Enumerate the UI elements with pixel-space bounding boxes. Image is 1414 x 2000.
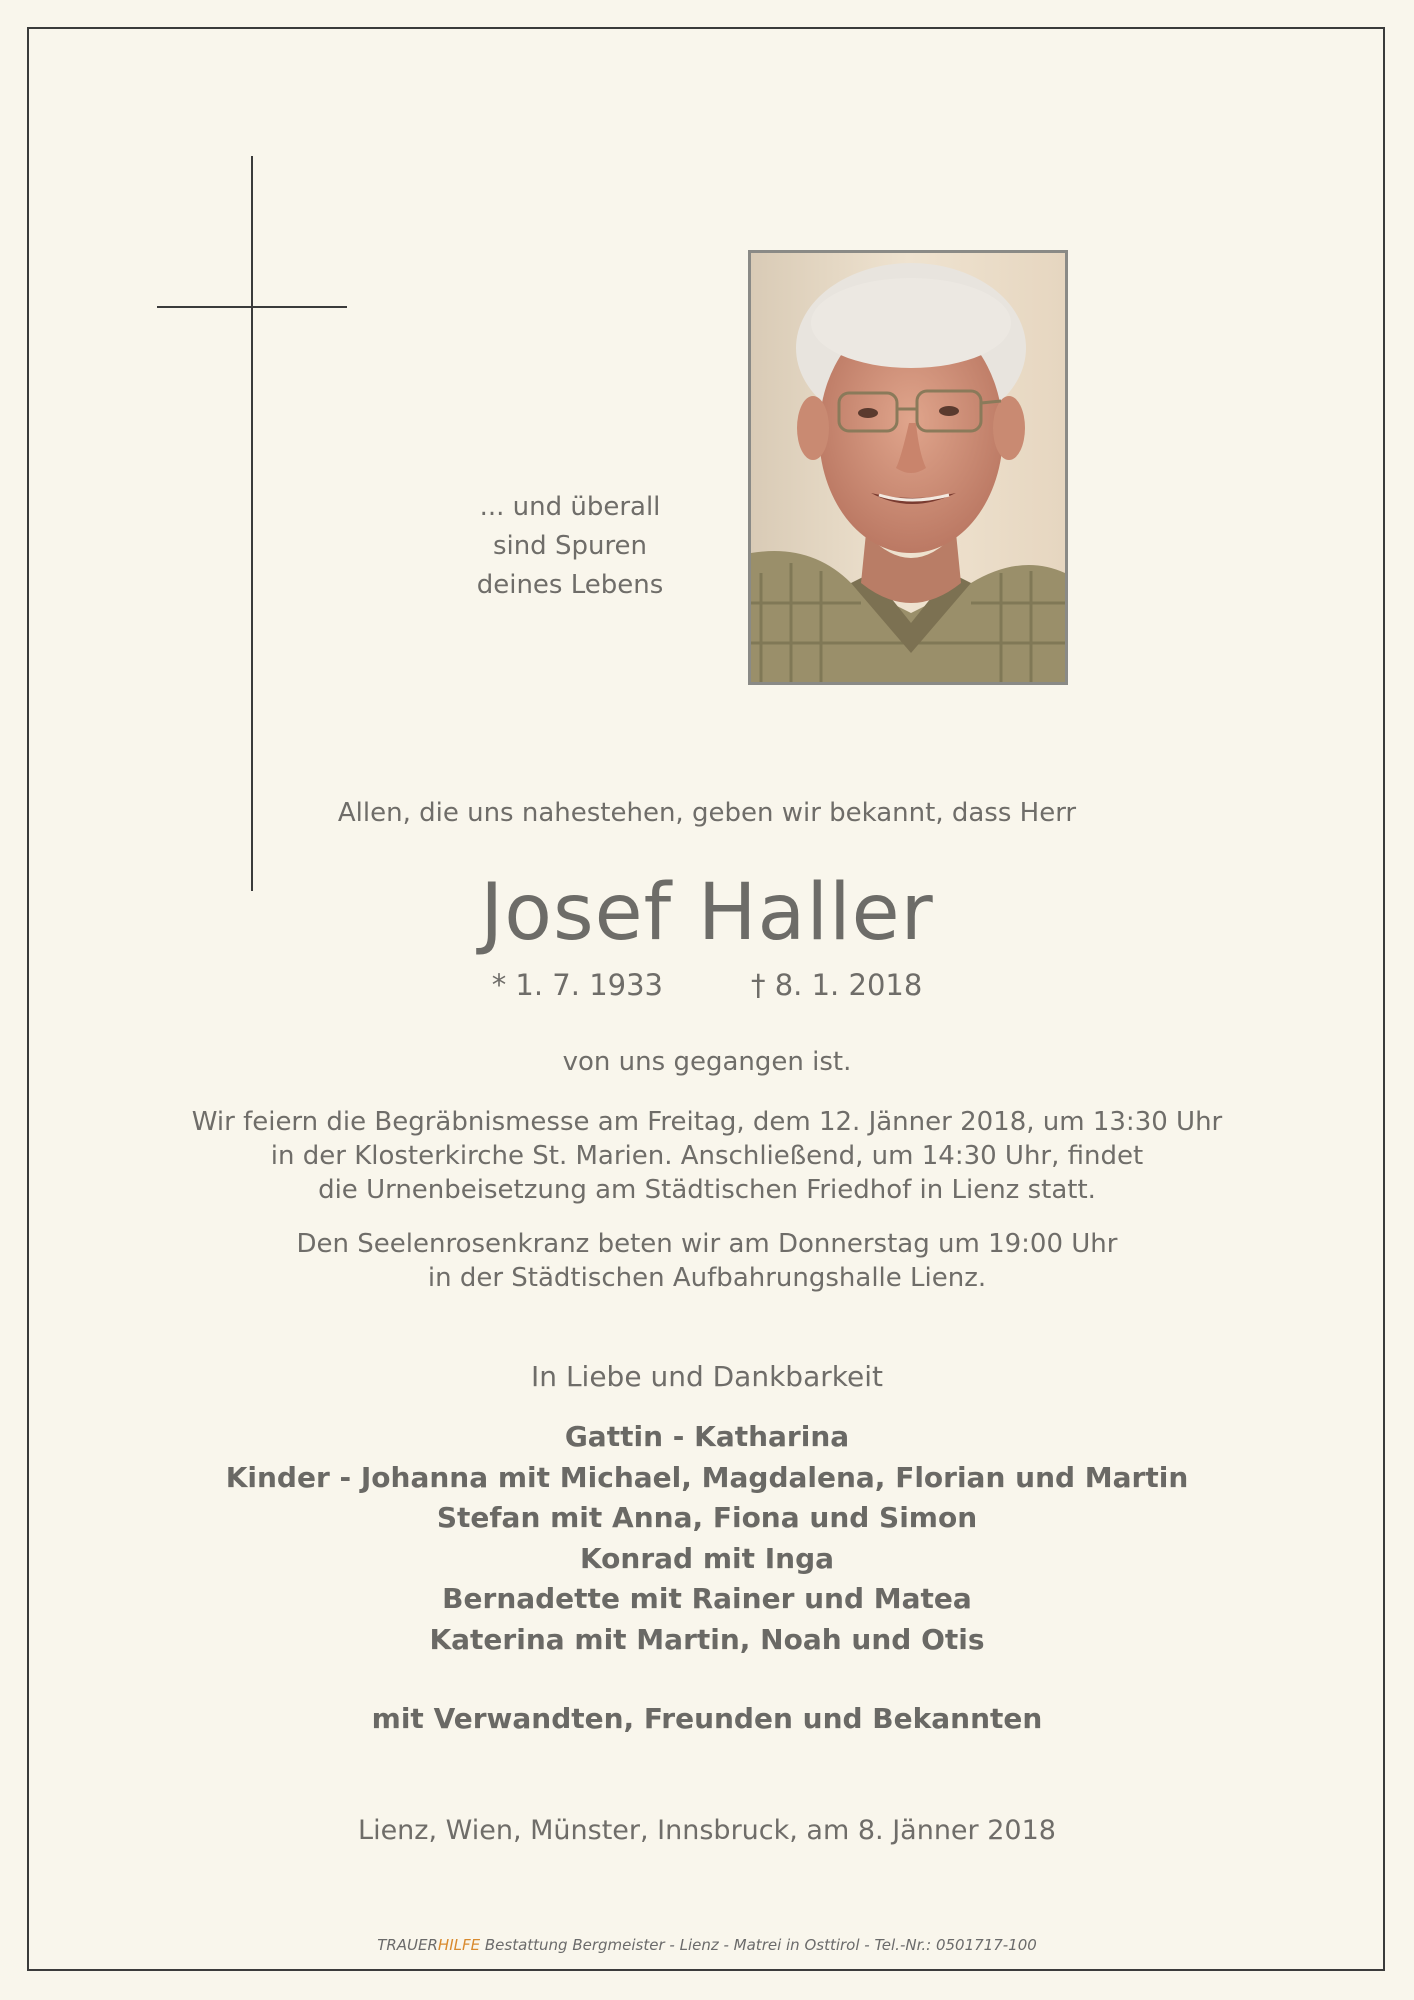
place-and-date: Lienz, Wien, Münster, Innsbruck, am 8. Jänner 2018 [358,1815,1056,1846]
mourner-line: Konrad mit Inga [579,1541,835,1575]
verse-line: ... und überall [479,492,661,522]
cross-icon-horizontal [157,306,347,308]
deceased-name: Josef Haller [480,868,934,958]
service-line: die Urnenbeisetzung am Städtischen Friedhof in Lienz statt. [318,1175,1096,1205]
rosary-text [0,1227,1414,1295]
mourner-line: Stefan mit Anna, Fiona und Simon [436,1501,978,1534]
service-line: in der Klosterkirche St. Marien. Anschließend, um 14:30 Uhr, findet [270,1141,1144,1171]
relatives-line: mit Verwandten, Freunden und Bekannten [371,1702,1043,1735]
mourners-heading: In Liebe und Dankbarkeit [531,1360,883,1393]
mourner-line: Kinder - Johanna mit Michael, Magdalena, Florian und Martin [225,1460,1189,1494]
verse-line: deines Lebens [476,570,664,600]
mourner-line: Katerina mit Martin, Noah und Otis [429,1622,985,1656]
brand-logo-part1: TRAUER [377,1936,438,1954]
life-dates [0,968,1414,1002]
service-line: Wir feiern die Begräbnismesse am Freitag, dem 12. Jänner 2018, um 13:30 Uhr [191,1107,1223,1137]
rosary-line: Den Seelenrosenkranz beten wir am Donnerstag um 19:00 Uhr [296,1229,1118,1259]
verse [400,488,740,605]
mourner-line: Gattin - Katharina [564,1420,850,1453]
birth-date: * 1. 7. 1933 [491,968,663,1002]
portrait-photo [748,250,1068,685]
death-date: † 8. 1. 2018 [751,968,923,1002]
footer-text: Bestattung Bergmeister - Lienz - Matrei in Osttirol - Tel.-Nr.: 0501717-100 [480,1936,1037,1954]
footer-imprint [0,1936,1414,1954]
announcement-closing: von uns gegangen ist. [562,1047,852,1077]
portrait-illustration [751,253,1065,682]
mourners-list [0,1417,1414,1660]
cross-icon-vertical [251,156,253,891]
verse-line: sind Spuren [492,531,648,561]
announcement-intro: Allen, die uns nahestehen, geben wir bekannt, dass Herr [337,798,1077,828]
funeral-service-text [0,1105,1414,1207]
mourner-line: Bernadette mit Rainer und Matea [442,1582,972,1615]
brand-logo-part2: HILFE [437,1936,481,1954]
rosary-line: in der Städtischen Aufbahrungshalle Lienz. [427,1263,987,1293]
